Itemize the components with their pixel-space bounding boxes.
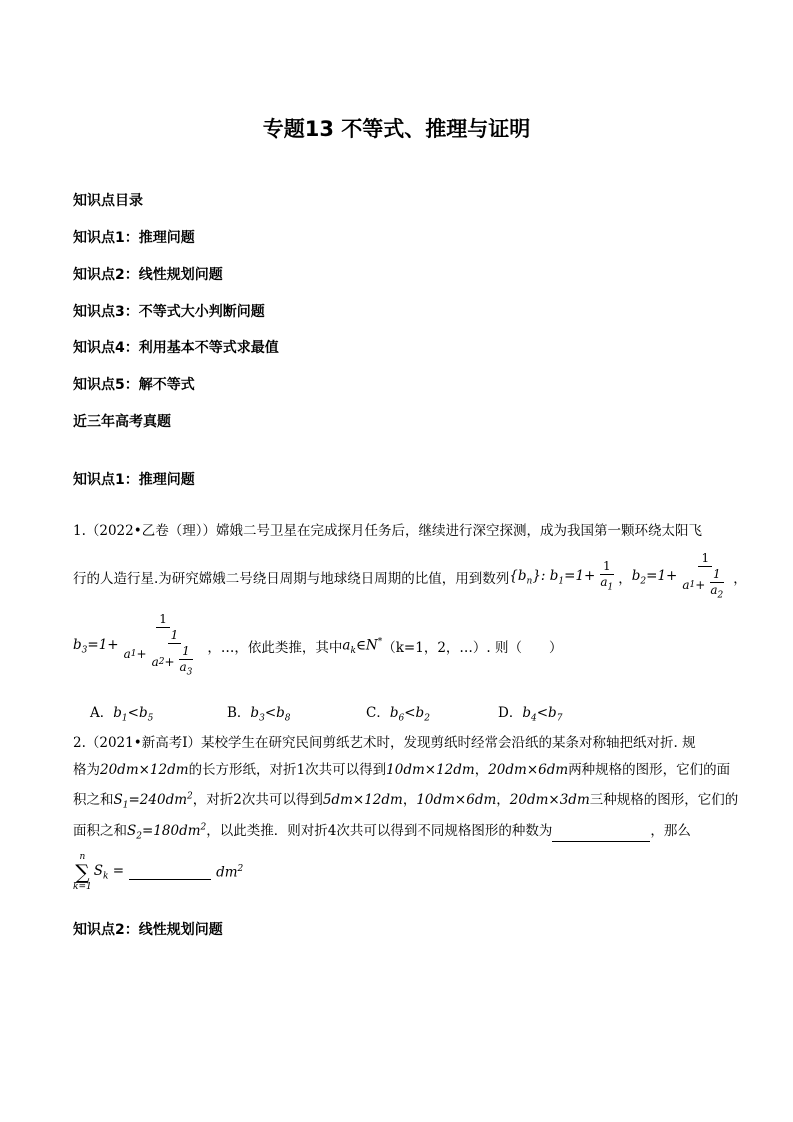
fraction-b2: 1 a 1 + $\frac{1}{a_2}$: [682, 551, 724, 601]
toc-item-4: 知识点4：利用基本不等式求最值: [73, 340, 279, 356]
q1-line-3-tail: ，…，依此类推，其中: [207, 640, 343, 657]
sequence-formula: $\{b_n\}$: $b_1=1+$: [509, 567, 596, 587]
q2-line-3: 积之和$S_1=240dm^2$，对折2次共可以得到5dm×12dm，10dm×6dm，20dm×3dm三种规格的图形，它们的: [73, 791, 739, 811]
q2-line-2: 格为20dm×12dm的长方形纸，对折1次共可以得到10dm×12dm，20dm×6dm两种规格的图形，它们的面: [73, 762, 731, 778]
fraction-b1: $\frac{1}{a_1}$: [600, 559, 614, 593]
toc-item-1: 知识点1：推理问题: [73, 230, 195, 246]
section-heading-2: 知识点2：线性规划问题: [73, 922, 223, 938]
q1-option-b: B．$b_3<b_8$: [227, 705, 291, 724]
toc-heading: 知识点目录: [73, 193, 143, 209]
sum-symbol: n ∑ k=1: [73, 852, 92, 892]
q1-line-2: 行的人造行星.为研究嫦娥二号绕日周期与地球绕日周期的比值，用到数列 $\{b_n\}$: $b_1=1+$ $\frac{1}{a_1}$ ， $b_2=1+$ 1 a 1 + $\frac{1}{a_2}$ ，: [73, 551, 747, 603]
q1-line-3: $b_3=1+$ 1 a 1 + 1 a 2 + $\frac{1}{a_3}$ ，…，依此类推，其中 $a_k\in N^*$ （k=1，2，…）. 则（ ）: [73, 612, 563, 680]
q1-option-d: D．$b_4<b_7$: [498, 705, 563, 724]
q1-line-1: 1.（2022•乙卷（理））嫦娥二号卫星在完成探月任务后，继续进行深空探测，成为我国第一颗环绕太阳飞: [73, 523, 702, 539]
q1-option-c: C．$b_6<b_2$: [366, 705, 430, 724]
answer-blank-2[interactable]: [129, 865, 211, 880]
toc-item-3: 知识点3：不等式大小判断问题: [73, 304, 265, 320]
q2-line-5: n ∑ k=1 $S_k$ = $dm^2$: [73, 852, 244, 892]
q1-line-2-text: 行的人造行星.为研究嫦娥二号绕日周期与地球绕日周期的比值，用到数列: [73, 571, 510, 588]
toc-item-5: 知识点5：解不等式: [73, 377, 195, 393]
toc-item-2: 知识点2：线性规划问题: [73, 267, 223, 283]
toc-item-6: 近三年高考真题: [73, 414, 171, 430]
fraction-b3: 1 a 1 + 1 a 2 + $\frac{1}{a_3}$: [123, 612, 193, 678]
section-heading-1: 知识点1：推理问题: [73, 472, 195, 488]
page-title: 专题13 不等式、推理与证明: [262, 117, 531, 141]
q2-line-4: 面积之和$S_2=180dm^2$，以此类推．则对折4次共可以得到不同规格图形的种数为 ，那么: [73, 822, 691, 842]
q1-option-a: A．$b_1<b_5$: [90, 705, 154, 724]
q1-line-3-end: （k=1，2，…）. 则（ ）: [382, 640, 563, 657]
answer-blank-1[interactable]: [552, 827, 650, 842]
q2-line-1: 2.（2021•新高考Ⅰ）某校学生在研究民间剪纸艺术时，发现剪纸时经常会沿纸的某条对称轴把纸对折. 规: [73, 735, 696, 751]
